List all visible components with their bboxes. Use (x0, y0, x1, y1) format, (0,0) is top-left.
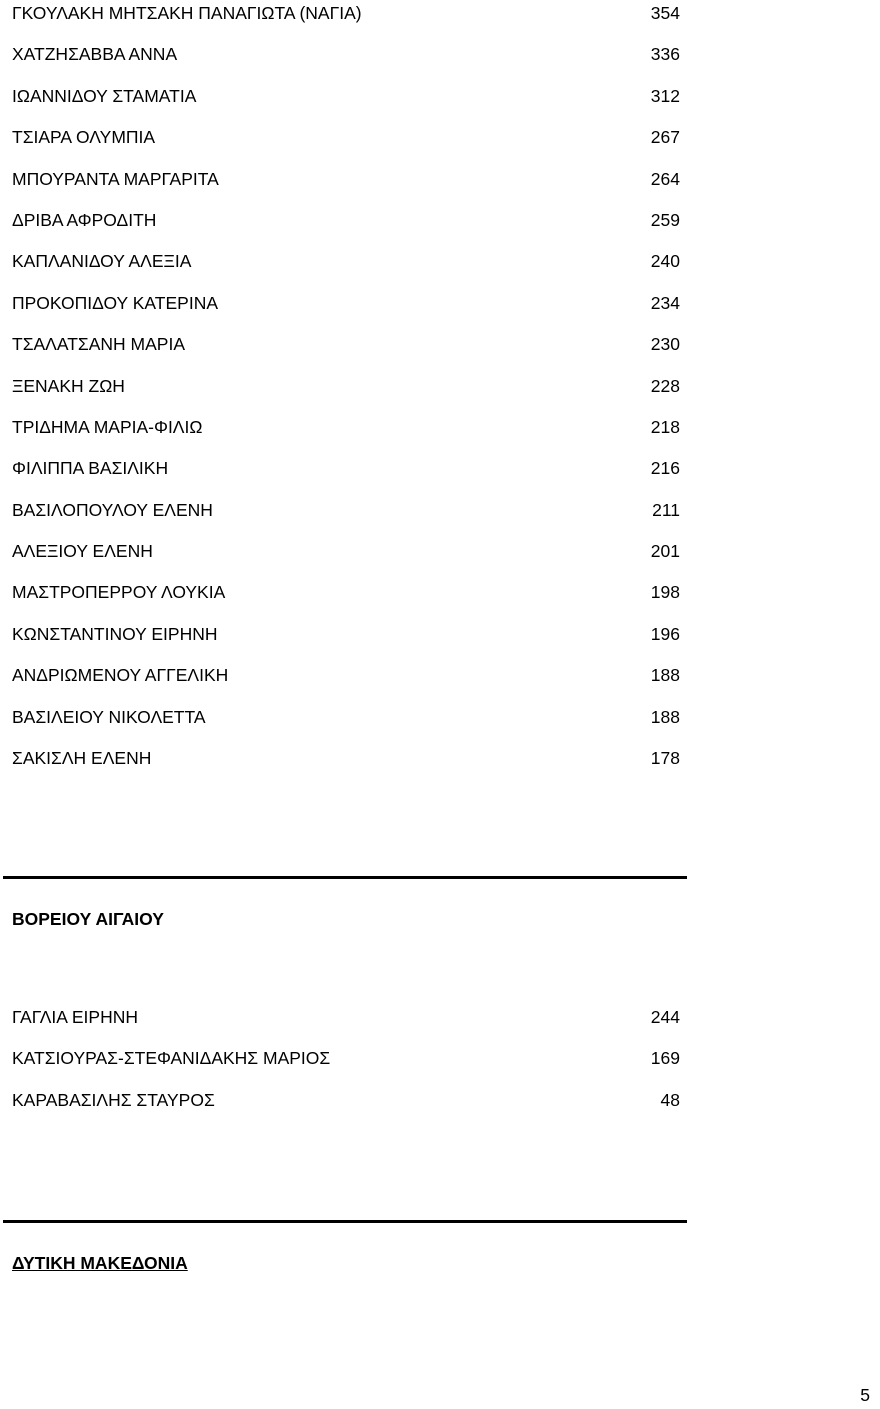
candidate-row (12, 697, 680, 738)
candidate-list-north-aegean (12, 997, 680, 1121)
candidate-name: ΚΩΝΣΤΑΝΤΙΝΟΥ ΕΙΡΗΝΗ (12, 623, 218, 644)
candidate-votes: 234 (650, 292, 680, 313)
candidate-name: ΤΡΙΔΗΜΑ ΜΑΡΙΑ-ΦΙΛΙΩ (12, 416, 203, 437)
candidate-name: ΔΡΙΒΑ ΑΦΡΟΔΙΤΗ (12, 209, 157, 230)
candidate-name: ΤΣΙΑΡΑ ΟΛΥΜΠΙΑ (12, 127, 156, 148)
candidate-votes: 336 (650, 44, 680, 65)
candidate-name: ΓΑΓΛΙΑ ΕΙΡΗΝΗ (12, 1007, 138, 1027)
candidate-row (12, 159, 680, 200)
candidate-name: ΚΑΠΛΑΝΙΔΟΥ ΑΛΕΞΙΑ (12, 251, 192, 272)
candidate-votes: 178 (650, 748, 680, 769)
candidate-row (12, 614, 680, 655)
candidate-row (12, 1080, 680, 1121)
candidate-name: ΠΡΟΚΟΠΙΔΟΥ ΚΑΤΕΡΙΝΑ (12, 292, 219, 313)
candidate-row (12, 34, 680, 75)
candidate-name: ΜΑΣΤΡΟΠΕΡΡΟΥ ΛΟΥΚΙΑ (12, 582, 226, 603)
candidate-name: ΦΙΛΙΠΠΑ ΒΑΣΙΛΙΚΗ (12, 458, 169, 479)
candidate-name: ΚΑΤΣΙΟΥΡΑΣ-ΣΤΕΦΑΝΙΔΑΚΗΣ ΜΑΡΙΟΣ (12, 1048, 331, 1069)
candidate-votes: 312 (650, 85, 680, 106)
section-heading-west-macedonia (12, 1251, 188, 1275)
candidate-name: ΑΝΔΡΙΩΜΕΝΟΥ ΑΓΓΕΛΙΚΗ (12, 665, 229, 686)
section-heading-north-aegean: ΒΟΡΕΙΟΥ ΑΙΓΑΙΟΥ (12, 909, 164, 929)
candidate-row (12, 283, 680, 324)
candidate-votes: 188 (650, 706, 680, 727)
candidate-row (12, 1038, 680, 1079)
candidate-row (12, 324, 680, 365)
candidate-votes: 169 (650, 1048, 680, 1069)
candidate-name: ΒΑΣΙΛΕΙΟΥ ΝΙΚΟΛΕΤΤΑ (12, 706, 206, 727)
candidate-name: ΓΚΟΥΛΑΚΗ ΜΗΤΣΑΚΗ ΠΑΝΑΓΙΩΤΑ (ΝΑΓΙΑ) (12, 3, 362, 23)
page-number: 5 (860, 1385, 870, 1405)
candidate-votes: 198 (650, 582, 680, 603)
candidate-votes: 218 (650, 416, 680, 437)
candidate-row (12, 490, 680, 531)
section-heading-text: ΔΥΤΙΚΗ ΜΑΚΕΔΟΝΙΑ (12, 1253, 188, 1273)
candidate-votes: 230 (650, 334, 680, 355)
candidate-name: ΤΣΑΛΑΤΣΑΝΗ ΜΑΡΙΑ (12, 334, 186, 355)
candidate-row (12, 0, 680, 34)
candidate-votes: 48 (660, 1089, 680, 1110)
candidate-votes: 188 (650, 665, 680, 686)
candidate-list-top (12, 0, 680, 779)
candidate-votes: 240 (650, 251, 680, 272)
candidate-votes: 201 (650, 541, 680, 562)
candidate-votes: 267 (650, 127, 680, 148)
candidate-row (12, 572, 680, 613)
candidate-votes: 259 (650, 209, 680, 230)
candidate-name: ΒΑΣΙΛΟΠΟΥΛΟΥ ΕΛΕΝΗ (12, 499, 213, 520)
candidate-row (12, 738, 680, 779)
candidate-row (12, 407, 680, 448)
candidate-name: ΧΑΤΖΗΣΑΒΒΑ ΑΝΝΑ (12, 44, 178, 65)
candidate-votes: 244 (650, 1007, 680, 1027)
candidate-row (12, 241, 680, 282)
candidate-name: ΚΑΡΑΒΑΣΙΛΗΣ ΣΤΑΥΡΟΣ (12, 1089, 215, 1110)
candidate-name: ΞΕΝΑΚΗ ΖΩΗ (12, 375, 125, 396)
section-divider (3, 1220, 687, 1223)
candidate-row (12, 76, 680, 117)
candidate-row (12, 200, 680, 241)
candidate-name: ΑΛΕΞΙΟΥ ΕΛΕΝΗ (12, 541, 153, 562)
candidate-votes: 196 (650, 623, 680, 644)
candidate-row (12, 117, 680, 158)
candidate-votes: 228 (650, 375, 680, 396)
candidate-row (12, 448, 680, 489)
candidate-name: ΙΩΑΝΝΙΔΟΥ ΣΤΑΜΑΤΙΑ (12, 85, 197, 106)
candidate-row (12, 997, 680, 1038)
candidate-row (12, 366, 680, 407)
candidate-row (12, 655, 680, 696)
candidate-votes: 264 (650, 168, 680, 189)
candidate-votes: 211 (652, 499, 680, 520)
candidate-name: ΣΑΚΙΣΛΗ ΕΛΕΝΗ (12, 748, 152, 769)
candidate-votes: 354 (650, 3, 680, 23)
section-divider (3, 876, 687, 879)
candidate-name: ΜΠΟΥΡΑΝΤΑ ΜΑΡΓΑΡΙΤΑ (12, 168, 219, 189)
candidate-row (12, 531, 680, 572)
candidate-votes: 216 (650, 458, 680, 479)
